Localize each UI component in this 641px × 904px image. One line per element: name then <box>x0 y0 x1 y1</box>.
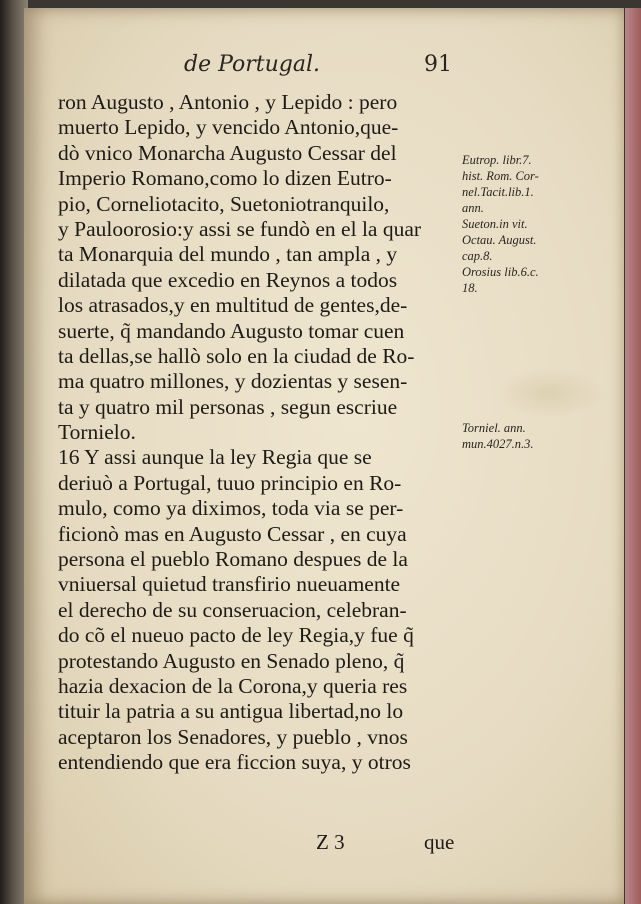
signature-mark: Z 3 <box>316 830 345 854</box>
text-line: tituir la patria a su antigua libertad,no lo <box>58 699 404 724</box>
catchword: que <box>424 830 455 854</box>
text-line: Imperio Romano,como lo dizen Eutro- <box>58 166 392 191</box>
text-line: vniuersal quietud transfirio nueuamente <box>58 572 401 597</box>
marginal-note-line: Orosius lib.6.c. <box>462 265 539 279</box>
text-line: ron Augusto , Antonio , y Lepido : pero <box>58 90 398 114</box>
text-line: Tornielo. <box>58 420 136 445</box>
paper-stain <box>494 368 604 418</box>
text-line: protestando Augusto en Senado pleno, q̃ <box>58 648 405 673</box>
marginal-note-line: Octau. August. <box>462 233 537 247</box>
text-line: ta dellas,se hallò solo en la ciudad de Ro- <box>58 343 415 368</box>
text-line: persona el pueblo Romano despues de la <box>58 547 408 572</box>
text-line: deriuò a Portugal, tuuo principio en Ro- <box>58 470 402 495</box>
marginal-note-line: Eutrop. libr.7. <box>462 153 532 167</box>
book-page <box>24 8 624 904</box>
marginal-note <box>462 152 622 296</box>
text-line: ta y quatro mil personas , segun escriue <box>58 394 398 419</box>
text-line: ficionò mas en Augusto Cessar , en cuya <box>58 521 407 546</box>
text-line: aceptaron los Senadores, y pueblo , vnos <box>58 724 408 749</box>
marginal-note-line: Torniel. ann. <box>462 421 526 435</box>
marginal-note-line: ann. <box>462 201 484 215</box>
text-line: ma quatro millones, y dozientas y sesen- <box>58 369 408 394</box>
page-number: 91 <box>424 52 452 77</box>
text-line: muerto Lepido, y vencido Antonio,que- <box>58 115 399 140</box>
marginal-note-line: Sueton.in vit. <box>462 217 528 231</box>
text-line: hazia dexacion de la Corona,y queria res <box>58 673 408 698</box>
marginal-note-line: cap.8. <box>462 249 493 263</box>
text-line: 16 Y assi aunque la ley Regia que se <box>58 445 372 470</box>
text-line: do cõ el nueuo pacto de ley Regia,y fue q̃ <box>58 623 414 648</box>
marginal-note <box>462 420 622 452</box>
text-line: y Pauloorosio:y assi se fundò en el la quar <box>58 216 422 241</box>
text-line: dilatada que excedio en Reynos a todos <box>58 267 398 292</box>
body-text <box>58 90 468 776</box>
text-line: mulo, como ya diximos, toda via se per- <box>58 496 404 521</box>
text-line: pio, Corneliotacito, Suetoniotranquilo, <box>58 191 390 216</box>
marginal-note-line: 18. <box>462 281 478 295</box>
text-line: ta Monarquia del mundo , tan ampla , y <box>58 242 398 267</box>
text-line: suerte, q̃ mandando Augusto tomar cuen <box>58 318 405 343</box>
text-line: entendiendo que era ficcion suya, y otros <box>58 750 411 775</box>
marginal-note-line: nel.Tacit.lib.1. <box>462 185 534 199</box>
marginal-note-line: hist. Rom. Cor- <box>462 169 539 183</box>
text-line: el derecho de su conseruacion, celebran- <box>58 597 407 622</box>
page-edge <box>625 8 641 904</box>
marginal-note-line: mun.4027.n.3. <box>462 437 534 451</box>
text-line: los atrasados,y en multitud de gentes,de- <box>58 293 408 318</box>
text-line: dò vnico Monarcha Augusto Cessar del <box>58 140 397 165</box>
running-title: de Portugal. <box>184 52 321 77</box>
